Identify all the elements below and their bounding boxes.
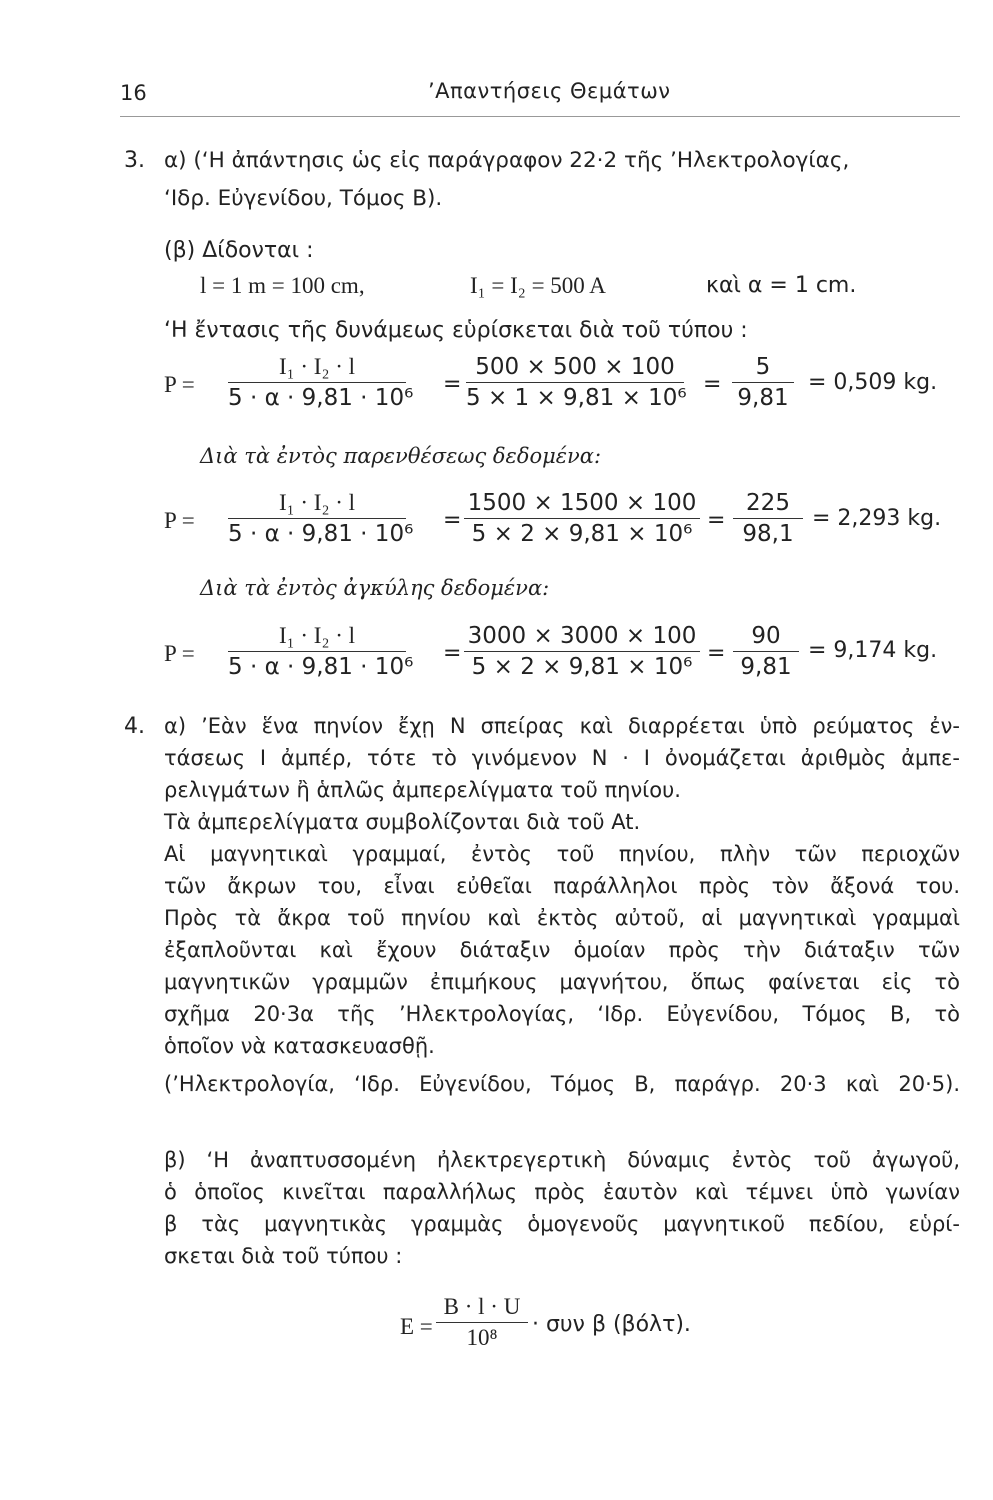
calc2-fraction-simplified bbox=[733, 490, 803, 547]
running-title: ’Απαντήσεις Θεμάτων bbox=[428, 79, 671, 103]
emf-tail: · συν β (βόλτ). bbox=[532, 1312, 691, 1337]
calc2-result: = 2,293 kg. bbox=[812, 506, 942, 531]
given-length: l = 1 m = 100 cm, bbox=[200, 273, 365, 298]
q4a-line: Πρὸς τὰ ἄκρα τοῦ πηνίου καὶ ἐκτὸς αὐτοῦ, αἱ μαγνητικαὶ γραμμαὶ bbox=[164, 906, 960, 930]
q4b-line: σκεται διὰ τοῦ τύπου : bbox=[164, 1244, 403, 1268]
calc1-f2-numerator: 500 × 500 × 100 bbox=[475, 354, 675, 380]
page-number: 16 bbox=[120, 81, 147, 105]
calc1-fraction-numeric bbox=[466, 354, 687, 411]
calc2-fraction-numeric bbox=[464, 490, 700, 547]
formula-intro: ‘Η ἔντασις τῆς δυνάμεως εὑρίσκεται διὰ τοῦ τύπου : bbox=[164, 318, 748, 343]
calc1-f2-denominator: 5 × 1 × 9,81 × 10⁶ bbox=[466, 385, 687, 411]
calc3-f1-numerator: I₁ · I₂ · l bbox=[278, 623, 356, 648]
calc1-f1-numerator: I₁ · I₂ · l bbox=[278, 354, 356, 379]
q4a-line: τῶν ἄκρων του, εἶναι εὐθεῖαι παράλληλοι πρὸς τὸν ἄξονά του. bbox=[164, 874, 960, 898]
calc2-f2-denominator: 5 × 2 × 9,81 × 10⁶ bbox=[471, 521, 693, 547]
calc2-f2-numerator: 1500 × 1500 × 100 bbox=[467, 490, 697, 516]
calc3-f1-denominator: 5 · α · 9,81 · 10⁶ bbox=[228, 654, 414, 680]
q3-number: 3. bbox=[124, 148, 145, 173]
calc3-eq2: = bbox=[707, 641, 726, 666]
calc2-f1-denominator: 5 · α · 9,81 · 10⁶ bbox=[228, 521, 414, 547]
calc1-f3-numerator: 5 bbox=[755, 354, 771, 380]
calc3-f3-denominator: 9,81 bbox=[740, 654, 792, 680]
q4-part-b bbox=[164, 1144, 960, 1272]
q4-number: 4. bbox=[124, 714, 145, 739]
q4a-line: ἐξαπλοῦνται καὶ ἔχουν διάταξιν ὁμοίαν πρὸς τὴν διάταξιν τῶν bbox=[164, 938, 960, 962]
emf-fraction bbox=[436, 1294, 528, 1351]
header-rule bbox=[120, 116, 960, 117]
given-currents: I₁ = I₂ = 500 A bbox=[470, 273, 606, 298]
calc1-fraction-symbolic bbox=[228, 354, 414, 411]
given-alpha: καὶ α = 1 cm. bbox=[706, 273, 857, 298]
calc3-fraction-simplified bbox=[733, 623, 799, 680]
q4a-line: ὁποῖον νὰ κατασκευασθῇ. bbox=[164, 1034, 435, 1058]
q3-line1: α) (‘Η ἀπάντησις ὡς εἰς παράγραφον 22·2 τῆς ’Ηλεκτρολογίας, bbox=[164, 148, 850, 173]
calc1-lhs: P = bbox=[164, 372, 195, 397]
q4a-line: ρελιγμάτων ἢ ἁπλῶς ἀμπερελίγματα τοῦ πηνίου. bbox=[164, 778, 681, 802]
case3-label: Διὰ τὰ ἐντὸς ἀγκύλης δεδομένα: bbox=[200, 576, 550, 600]
calc1-f1-denominator: 5 · α · 9,81 · 10⁶ bbox=[228, 385, 414, 411]
calc1-eq1: = bbox=[443, 372, 462, 397]
calc1-result: = 0,509 kg. bbox=[808, 370, 938, 395]
q4-part-a bbox=[164, 710, 960, 1100]
calc3-result: = 9,174 kg. bbox=[808, 638, 938, 663]
q4a-line: α) ’Εὰν ἕνα πηνίον ἔχῃ N σπείρας καὶ διαρρέεται ὑπὸ ρεύματος ἐν- bbox=[164, 714, 960, 738]
q4a-line: μαγνητικῶν γραμμῶν ἐπιμήκους μαγνήτου, ὅπως φαίνεται εἰς τὸ bbox=[164, 970, 960, 994]
calc2-fraction-symbolic bbox=[228, 490, 414, 547]
q4a-line: τάσεως I ἀμπέρ, τότε τὸ γινόμενον N · I ὀνομάζεται ἀριθμὸς ἀμπε- bbox=[164, 746, 960, 770]
calc3-f2-denominator: 5 × 2 × 9,81 × 10⁶ bbox=[471, 654, 693, 680]
calc3-f2-numerator: 3000 × 3000 × 100 bbox=[467, 623, 697, 649]
calc3-f3-numerator: 90 bbox=[751, 623, 781, 649]
calc2-eq2: = bbox=[707, 508, 726, 533]
q4a-line: Αἱ μαγνητικαὶ γραμμαί, ἐντὸς τοῦ πηνίου, πλὴν τῶν περιοχῶν bbox=[164, 842, 960, 866]
emf-lhs: E = bbox=[400, 1314, 433, 1339]
emf-numerator: B · l · U bbox=[443, 1294, 521, 1319]
calc1-fraction-simplified bbox=[732, 354, 794, 411]
q4b-line: β) ‘Η ἀναπτυσσομένη ἠλεκτρεγερτικὴ δύναμις ἐντὸς τοῦ ἀγωγοῦ, bbox=[164, 1148, 960, 1172]
q4b-line: ὁ ὁποῖος κινεῖται παραλλήλως πρὸς ἑαυτὸν καὶ τέμνει ὑπὸ γωνίαν bbox=[164, 1180, 960, 1204]
calc3-fraction-numeric bbox=[464, 623, 700, 680]
q4a-reference: (’Ηλεκτρολογία, ‘Ιδρ. Εὐγενίδου, Τόμος Β, παράγρ. 20·3 καὶ 20·5). bbox=[164, 1072, 960, 1096]
calc3-eq1: = bbox=[443, 641, 462, 666]
calc2-f1-numerator: I₁ · I₂ · l bbox=[278, 490, 356, 515]
calc1-eq2: = bbox=[703, 372, 722, 397]
calc2-eq1: = bbox=[443, 508, 462, 533]
case2-label: Διὰ τὰ ἐντὸς παρενθέσεως δεδομένα: bbox=[200, 444, 602, 468]
calc2-f3-numerator: 225 bbox=[746, 490, 790, 516]
calc2-lhs: P = bbox=[164, 508, 195, 533]
calc2-f3-denominator: 98,1 bbox=[742, 521, 794, 547]
q3-line2: ‘Ιδρ. Εὐγενίδου, Τόμος Β). bbox=[164, 186, 443, 211]
q4a-line: Τὰ ἀμπερελίγματα συμβολίζονται διὰ τοῦ At. bbox=[164, 810, 641, 834]
emf-denominator: 10⁸ bbox=[466, 1325, 498, 1350]
given-label: (β) Δίδονται : bbox=[164, 238, 314, 263]
calc3-fraction-symbolic bbox=[228, 623, 414, 680]
calc3-lhs: P = bbox=[164, 641, 195, 666]
q4a-line: σχῆμα 20·3α τῆς ’Ηλεκτρολογίας, ‘Ιδρ. Εὐγενίδου, Τόμος Β, τὸ bbox=[164, 1002, 960, 1026]
q4b-line: β τὰς μαγνητικὰς γραμμὰς ὁμογενοῦς μαγνητικοῦ πεδίου, εὑρί- bbox=[164, 1212, 960, 1236]
calc1-f3-denominator: 9,81 bbox=[737, 385, 789, 411]
